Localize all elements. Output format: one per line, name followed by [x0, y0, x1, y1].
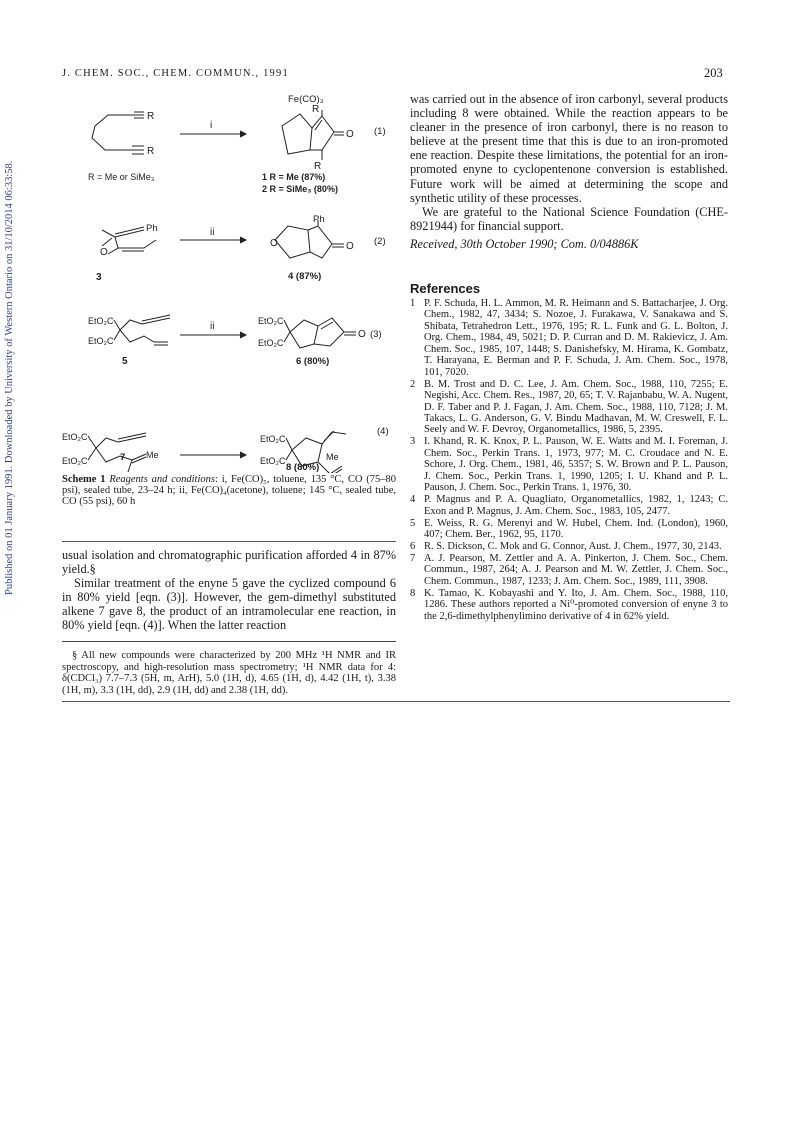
eq2-product	[270, 214, 386, 282]
reference-text: R. S. Dickson, C. Mok and G. Connor, Aust. J. Chem., 1977, 30, 2143.	[424, 541, 722, 553]
ester-label: EtO₂C	[88, 336, 114, 346]
eq-number-1: (1)	[374, 126, 386, 137]
eq3-reactant	[88, 315, 170, 367]
eq1-arrow	[180, 120, 246, 137]
reference-number: 8	[410, 587, 416, 599]
eq-number-2: (2)	[374, 236, 386, 247]
running-header: J. CHEM. SOC., CHEM. COMMUN., 1991	[62, 68, 289, 79]
eq3-arrow	[180, 321, 246, 338]
paragraph: usual isolation and chromatographic purification afforded 4 in 87% yield.§	[62, 548, 396, 577]
reference-number: 1	[410, 298, 416, 309]
compound-8-label: 8 (80%)	[286, 462, 320, 473]
footnote: § All new compounds were characterized by 200 MHz ¹H NMR and IR spectroscopy, and high-resolution mass spectrometry; ¹H NMR data for 4: δ(CDCl₃) 7.7–7.3 (5H, m, ArH), 5.0 (1H, d), 4.65 (1H, d), 4.42 (1H, t), 3.38 (1H, m), 3.3 (1H, dd), 2.9 (1H, dd) and 2.38 (1H, dd).	[62, 650, 396, 696]
reference-item	[410, 494, 728, 517]
iron-carbonyl-label: Fe(CO)₃	[288, 94, 324, 105]
eq4-reactant	[62, 432, 159, 473]
eq-number-3: (3)	[370, 329, 382, 340]
r-label: R	[314, 161, 322, 172]
caption-label: Scheme 1	[62, 474, 106, 485]
compound-5-label: 5	[122, 356, 128, 367]
scheme-divider	[62, 541, 396, 542]
carbonyl-oxygen: O	[358, 329, 366, 340]
received-line: Received, 30th October 1990; Com. 0/04886K	[410, 237, 639, 251]
eq2-arrow	[180, 227, 246, 243]
reagent-label: ii	[210, 321, 215, 332]
footnote-divider	[62, 641, 396, 642]
carbonyl-oxygen: O	[346, 241, 354, 252]
ring-oxygen: O	[270, 238, 278, 249]
reference-item	[410, 553, 728, 587]
caption-lead: Reagents and conditions	[109, 474, 215, 485]
ester-label: EtO₂C	[62, 456, 88, 466]
ester-label: EtO₂C	[260, 456, 286, 466]
reaction-scheme	[60, 88, 400, 473]
eq-number-4: (4)	[377, 426, 389, 437]
product-1-label: 1 R = Me (87%)	[262, 172, 326, 182]
compound-7-label: 7	[120, 452, 126, 463]
compound-3-label: 3	[96, 272, 102, 283]
scheme-caption	[62, 474, 396, 508]
reference-text: P. Magnus and P. A. Quagliato, Organometallics, 1982, 1, 1243; C. Exon and P. Magnus, J. Am. Chem. Soc., 1983, 105, 2477.	[424, 494, 728, 517]
reagent-label: i	[210, 120, 213, 131]
methyl-label: Me	[326, 452, 339, 462]
ester-label: EtO₂C	[260, 434, 286, 444]
acknowledgement: We are grateful to the National Science Foundation (CHE-8921944) for financial support.	[410, 204, 728, 233]
reference-text: B. M. Trost and D. C. Lee, J. Am. Chem. Soc., 1988, 110, 7255; E. Negishi, Acc. Chem. Res., 1987, 20, 65; T. V. Rajanbabu, W. A. Nugent, D. F. Taber and P. J. Fagan, J. Am. Chem. Soc., 1988, 110, 7128; J. M. Takacs, L. G. Anderson, G. V. Bindu Madhavan, M. W. Creswell, F. L. Seely and W. F. Devroy, Organometallics, 1986, 5, 2395.	[424, 378, 728, 436]
r-label: R	[312, 104, 320, 115]
reference-item	[410, 588, 728, 622]
reference-item	[410, 379, 728, 436]
reference-number: 4	[410, 494, 416, 506]
reference-text: K. Tamao, K. Kobayashi and Y. Ito, J. Am. Chem. Soc., 1988, 110, 1286. These authors reported a Ni⁰-promoted conversion of enyne 3 to the 2,6-dimethylphenylimino derivative of 4 in 62% yield.	[424, 587, 728, 622]
caption-text: : i, Fe(CO)₅, toluene, 135 °C, CO (75–80 psi), sealed tube, 23–24 h; ii, Fe(CO)₄(acetone), toluene; 145 °C, sealed tube, CO (55 psi), 60 h	[62, 474, 396, 508]
reference-text: A. J. Pearson, M. Zettler and A. A. Pinkerton, J. Chem. Soc., Chem. Commun., 1987, 264; A. J. Pearson and M. W. Zettler, J. Chem. Soc., Chem. Commun., 1987, 1233; J. Am. Chem. Soc., 1989, 111, 3908.	[424, 552, 728, 587]
page-number: 203	[704, 66, 723, 80]
compound-4-label: 4 (87%)	[288, 271, 322, 282]
ester-label: EtO₂C	[258, 338, 284, 348]
page-bottom-rule	[62, 701, 730, 702]
phenyl-label: Ph	[313, 214, 325, 225]
ether-oxygen: O	[100, 247, 108, 258]
reference-number: 3	[410, 436, 416, 448]
ester-label: EtO₂C	[88, 316, 114, 326]
paragraph: was carried out in the absence of iron carbonyl, several products including 8 were obtained. While the reaction appears to be cleaner in the presence of iron carbonyl, there is no reason to believe at the present time that this is due to an iron-promoted ene reaction. Despite these limitations, the potential for an iron-promoted enyne to cyclopentenone conversion is established. Future work will be aimed at determining the scope and synthetic utility of these processes.	[410, 92, 728, 205]
r-label-bottom: R	[147, 146, 155, 157]
eq2-reactant	[96, 223, 158, 283]
paragraph: Similar treatment of the enyne 5 gave the cyclized compound 6 in 80% yield [eqn. (3)]. However, the gem-dimethyl substituted alkene 7 gave 8, the product of an intramolecular ene reaction, in 80% yield [eqn. (4)]. When the latter reaction	[62, 576, 396, 633]
phenyl-label: Ph	[146, 223, 158, 234]
reference-text: I. Khand, R. K. Knox, P. L. Pauson, W. E. Watts and M. I. Foreman, J. Chem. Soc., Perkin Trans. 1, 1973, 977; M. C. Croudace and N. E. Schore, J. Org. Chem., 1981, 46, 5357; S. W. Brown and P. L. Pauson, J. Chem. Soc., Perkin Trans. 1, 1990, 1205; I. U. Khand and P. L. Pauson, J. Chem. Soc., Perkin Trans. 1, 1976, 30.	[424, 436, 728, 494]
eq1-product	[262, 94, 386, 194]
right-column-body	[410, 92, 728, 233]
eq1-reactant	[88, 111, 155, 182]
reagent-label: ii	[210, 227, 215, 238]
ester-label: EtO₂C	[62, 432, 88, 442]
product-2-label: 2 R = SiMe₃ (80%)	[262, 184, 338, 194]
carbonyl-oxygen: O	[346, 129, 354, 140]
reference-number: 2	[410, 378, 416, 390]
reference-number: 6	[410, 541, 416, 553]
r-definition: R = Me or SiMe₃	[88, 172, 155, 182]
r-label-top: R	[147, 111, 155, 122]
sidebar-text: Published on 01 January 1991. Downloaded by University of Western Ontario on 31/10/2014 06:33:58.	[4, 160, 15, 595]
references-heading: References	[410, 281, 481, 296]
eq3-product	[258, 316, 382, 367]
references-list	[410, 298, 728, 623]
left-column-body	[62, 548, 396, 633]
reference-text: E. Weiss, R. G. Merenyi and W. Hubel, Chem. Ind. (London), 1960, 407; Chem. Ber., 1962, 95, 1170.	[424, 517, 728, 541]
compound-6-label: 6 (80%)	[296, 356, 330, 367]
eq4-arrow	[180, 452, 246, 458]
ester-label: EtO₂C	[258, 316, 284, 326]
reference-item	[410, 541, 728, 552]
reference-number: 7	[410, 552, 416, 564]
reference-number: 5	[410, 517, 416, 529]
reference-item	[410, 298, 728, 378]
publication-sidebar	[4, 90, 24, 665]
reference-item	[410, 436, 728, 493]
reference-text: P. F. Schuda, H. L. Ammon, M. R. Heimann and S. Battacharjee, J. Org. Chem., 1982, 47, 3434; S. Nozoe, J. Furakawa, V. Sanakawa and S. Shibata, Tetrahedron Lett., 1976, 195; R. L. Funk and G. L. Bolton, J. Org. Chem., 1984, 49, 5021; D. P. Curran and D. M. Rakievicz, J. Am. Chem. Soc., 1985, 107, 1448; S. Danishefsky, M. Hirama, K. Gombatz, T. Harayana, E. Berman and P. F. Schuda, J. Am. Chem. Soc., 1978, 101, 7020.	[424, 298, 728, 378]
reference-item	[410, 518, 728, 541]
methyl-label: Me	[146, 450, 159, 460]
